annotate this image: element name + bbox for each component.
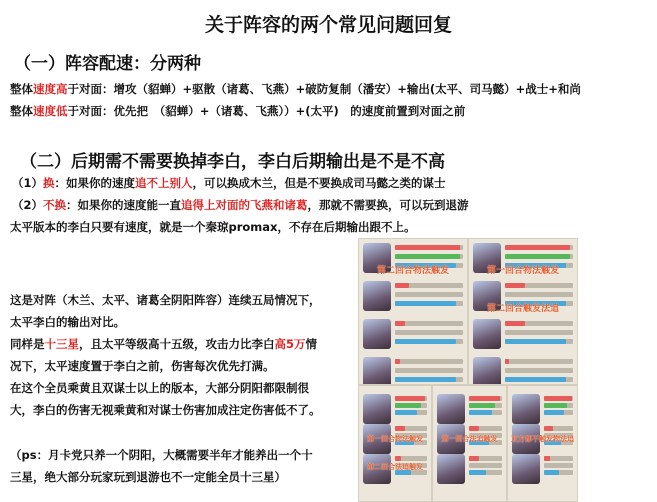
stat-bar bbox=[469, 463, 502, 468]
hero-stat-row bbox=[359, 357, 467, 385]
highlight: 不换 bbox=[43, 198, 67, 212]
highlight: 换 bbox=[43, 176, 55, 190]
stat-bar bbox=[505, 321, 573, 326]
battle-screenshot-5 bbox=[507, 385, 578, 502]
body-p5: 在这个全员乘黄且双谋士以上的版本，大部分阴阳都限制很 bbox=[10, 381, 309, 395]
section2-heading: （二）后期需不需要换掉李白，李白后期输出是不是不高 bbox=[20, 152, 445, 172]
text: ：如果你的速度能一直 bbox=[66, 198, 182, 212]
text: 情 bbox=[305, 337, 318, 351]
stat-bar bbox=[544, 456, 573, 461]
body-p3 bbox=[10, 336, 317, 352]
stat-bar bbox=[505, 339, 573, 344]
battle-screenshot-4 bbox=[432, 385, 507, 502]
section1-heading: （一）阵容配速：分两种 bbox=[14, 54, 201, 74]
hero-avatar bbox=[363, 319, 391, 349]
section1-line1 bbox=[10, 81, 581, 97]
text: ，可以换成木兰，但是不要换成司马懿之类的谋士 bbox=[192, 176, 446, 190]
text: ：如果你的速度 bbox=[54, 176, 136, 190]
text: ，那就不需要换，可以玩到退游 bbox=[307, 198, 469, 212]
stat-bar bbox=[505, 359, 573, 364]
text: 整体 bbox=[10, 104, 33, 118]
stat-bar bbox=[505, 245, 573, 250]
hero-avatar bbox=[437, 394, 465, 424]
section2-line3: 太平版本的李白只要有速度，就是一个秦琼promax，不存在后期输出跟不上。 bbox=[10, 220, 416, 234]
stat-bar bbox=[544, 410, 573, 415]
stat-bar bbox=[395, 410, 427, 415]
text: （1） bbox=[12, 176, 44, 190]
stat-bar bbox=[505, 368, 573, 373]
stat-bar bbox=[395, 426, 427, 431]
hero-stat-row bbox=[508, 454, 577, 488]
highlight: 速度低 bbox=[33, 104, 68, 118]
stat-bar bbox=[505, 292, 573, 297]
body-p8: 三星，绝大部分玩家玩到退游也不一定能全员十三星） bbox=[10, 470, 286, 484]
stat-bar bbox=[395, 301, 463, 306]
hero-avatar bbox=[512, 394, 540, 424]
stat-bar bbox=[395, 377, 463, 382]
body-p1: 这是对阵（木兰、太平、诸葛全阴阳阵容）连续五局情况下， bbox=[10, 293, 321, 307]
hero-stat-row bbox=[433, 394, 506, 428]
stat-bar bbox=[469, 396, 502, 401]
text: 于对面：优先把 （貂蝉）+（诸葛、飞燕））+(太平) 的速度前置到对面之前 bbox=[67, 104, 466, 118]
hero-avatar bbox=[363, 357, 391, 385]
stat-bar bbox=[395, 292, 463, 297]
stat-bar bbox=[544, 403, 573, 408]
stat-bar bbox=[544, 426, 573, 431]
page-title: 关于阵容的两个常见问题回复 bbox=[204, 14, 452, 36]
highlight: 十三星 bbox=[44, 337, 79, 351]
round-trigger-label: 第一回合物法触发 bbox=[367, 435, 423, 443]
stat-bar bbox=[544, 470, 573, 475]
stat-bar bbox=[469, 426, 502, 431]
highlight: 速度高 bbox=[33, 82, 68, 96]
round-trigger-label: 第二回合物法触发 bbox=[376, 266, 449, 276]
highlight: 高5万 bbox=[274, 337, 306, 351]
stat-bar bbox=[395, 368, 463, 373]
round-trigger-label: 双方都不触发物法追 bbox=[511, 435, 574, 443]
hero-avatar bbox=[473, 319, 501, 349]
hero-avatar bbox=[363, 394, 391, 424]
stat-bar bbox=[395, 359, 463, 364]
stat-bar bbox=[505, 283, 573, 288]
battle-screenshot-3 bbox=[358, 385, 432, 502]
hero-stat-row bbox=[433, 454, 506, 488]
section1-line2 bbox=[10, 103, 465, 119]
text: 整体 bbox=[10, 82, 33, 96]
highlight: 追不上别人 bbox=[135, 176, 193, 190]
hero-stat-row bbox=[359, 319, 467, 353]
hero-avatar bbox=[363, 281, 391, 311]
body-p7: （ps：月卡党只养一个阴阳，大概需要半年才能养出一个十 bbox=[10, 448, 313, 462]
hero-stat-row bbox=[469, 319, 577, 353]
stat-bar bbox=[505, 377, 573, 382]
stat-bar bbox=[395, 330, 463, 335]
round-trigger-label: 第一回合法追触发 bbox=[441, 435, 498, 443]
hero-stat-row bbox=[359, 281, 467, 315]
body-p4: 况下，太平速度置于李白之前，伤害每次优先打满。 bbox=[10, 359, 275, 373]
hero-avatar bbox=[437, 454, 465, 484]
text: （2） bbox=[12, 198, 44, 212]
stat-bar bbox=[505, 330, 573, 335]
stat-bar bbox=[544, 463, 573, 468]
text: 于对面：增攻（貂蝉）+驱散（诸葛、飞燕）+破防复制（潘安）+输出(太平、司马懿）+战士+和尚 bbox=[67, 82, 581, 96]
hero-stat-row bbox=[469, 357, 577, 385]
text: 同样是 bbox=[10, 337, 45, 351]
stat-bar bbox=[469, 470, 502, 475]
highlight: 追得上对面的飞燕和诸葛 bbox=[181, 198, 308, 212]
stat-bar bbox=[544, 396, 573, 401]
stat-bar bbox=[395, 396, 427, 401]
stat-bar bbox=[395, 283, 463, 288]
battle-screenshot-1 bbox=[358, 238, 468, 385]
section2-item1 bbox=[12, 175, 446, 191]
hero-avatar bbox=[512, 454, 540, 484]
hero-stat-row bbox=[508, 394, 577, 428]
body-p2: 太平李白的输出对比。 bbox=[10, 315, 125, 329]
stat-bar bbox=[395, 254, 463, 259]
stat-bar bbox=[395, 339, 463, 344]
hero-stat-row bbox=[359, 394, 431, 428]
section2-item2 bbox=[12, 197, 469, 213]
round-trigger-label: 第二回合法追触发 bbox=[367, 463, 423, 471]
round-trigger-label: 第一回合物法触发 bbox=[486, 266, 559, 276]
body-p6: 大，李白的伤害无视乘黄和对谋士伤害加成注定伤害低不了。 bbox=[10, 403, 321, 417]
stat-bar bbox=[469, 456, 502, 461]
round-trigger-label: 第二回合触发法追 bbox=[486, 304, 559, 314]
stat-bar bbox=[469, 403, 502, 408]
text: ，且太平等级高十五级，攻击力比李白 bbox=[79, 337, 275, 351]
stat-bar bbox=[505, 254, 573, 259]
battle-screenshot-2 bbox=[468, 238, 578, 385]
stat-bar bbox=[395, 245, 463, 250]
hero-avatar bbox=[473, 357, 501, 385]
stat-bar bbox=[395, 321, 463, 326]
stat-bar bbox=[395, 403, 427, 408]
stat-bar bbox=[395, 456, 427, 461]
stat-bar bbox=[469, 410, 502, 415]
